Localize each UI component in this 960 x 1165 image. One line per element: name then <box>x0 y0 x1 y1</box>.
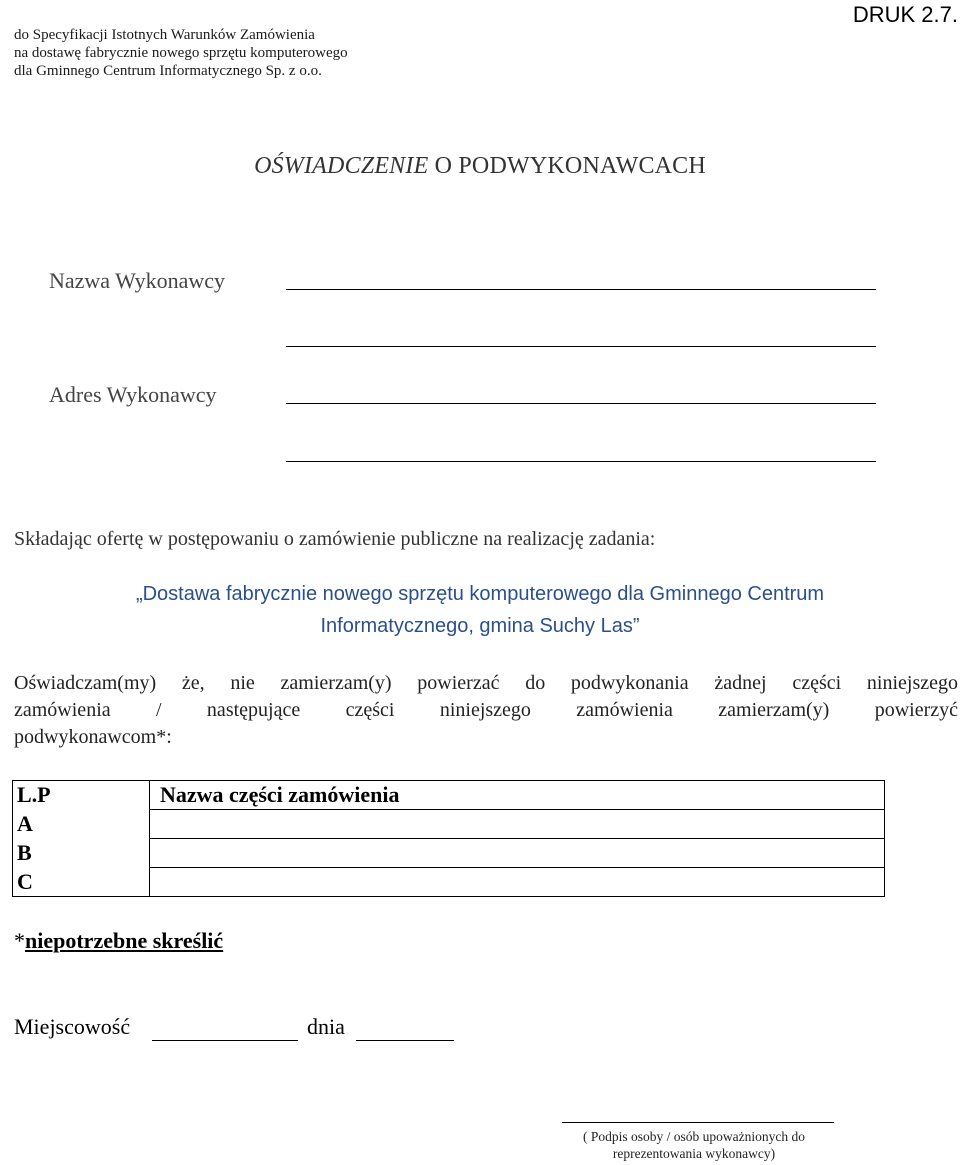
task-title <box>0 578 960 642</box>
contractor-address-label: Adres Wykonawcy <box>49 382 217 407</box>
footnote <box>14 928 223 954</box>
header-line-2: na dostawę fabrycznie nowego sprzętu komputerowego <box>14 45 348 61</box>
signature-caption-line-2: reprezentowania wykonawcy) <box>612 1146 776 1161</box>
form-number: DRUK 2.7. <box>852 2 958 27</box>
place-line[interactable] <box>152 1040 298 1041</box>
row-a-part-cell[interactable] <box>150 810 885 839</box>
date-label: dnia <box>307 1014 345 1039</box>
contractor-name-label: Nazwa Wykonawcy <box>49 268 226 293</box>
contractor-name-line-2[interactable] <box>286 346 876 347</box>
statement-text <box>14 670 958 751</box>
intro-text: Składając ofertę w postępowaniu o zamówienie publiczne na realizację zadania: <box>14 528 656 550</box>
row-label-b: B <box>13 839 150 868</box>
statement-line-1: Oświadczam(my) że, nie zamierzam(y) powierzać do podwykonania żadnej części niniejszego <box>14 672 958 694</box>
contractor-address-line[interactable] <box>286 403 876 404</box>
place-label: Miejscowość <box>14 1014 131 1039</box>
header-line-3: dla Gminnego Centrum Informatycznego Sp. z o.o. <box>14 63 322 79</box>
place-date-row <box>14 1014 130 1040</box>
document-title <box>0 153 960 180</box>
table-header-row <box>13 781 885 810</box>
title-rest: O PODWYKONAWCACH <box>428 153 706 179</box>
signature-caption <box>548 1128 840 1162</box>
table-row <box>13 868 885 897</box>
footnote-text: niepotrzebne skreślić <box>25 928 224 953</box>
signature-line[interactable] <box>562 1122 834 1123</box>
subcontract-parts-table <box>12 780 885 897</box>
title-italic-part: OŚWIADCZENIE <box>254 153 429 179</box>
task-title-line-1: „Dostawa fabrycznie nowego sprzętu komputerowego dla Gminnego Centrum <box>135 583 825 605</box>
date-line[interactable] <box>356 1040 454 1041</box>
statement-line-2: zamówienia / następujące części niniejszego zamówienia zamierzam(y) powierzyć <box>14 699 958 721</box>
contractor-name-line[interactable] <box>286 289 876 290</box>
table-row <box>13 839 885 868</box>
task-title-line-2: Informatycznego, gmina Suchy Las” <box>320 615 640 637</box>
row-c-part-cell[interactable] <box>150 868 885 897</box>
row-b-part-cell[interactable] <box>150 839 885 868</box>
header-lp: L.P <box>13 781 150 810</box>
document-header <box>14 26 348 80</box>
header-line-1: do Specyfikacji Istotnych Warunków Zamówienia <box>14 27 315 43</box>
statement-line-3: podwykonawcom*: <box>14 726 172 748</box>
footnote-star: * <box>14 928 25 953</box>
signature-caption-line-1: ( Podpis osoby / osób upoważnionych do <box>583 1129 805 1144</box>
row-label-c: C <box>13 868 150 897</box>
header-part-name: Nazwa części zamówienia <box>150 781 885 810</box>
contractor-address-line-2[interactable] <box>286 461 876 462</box>
table-row <box>13 810 885 839</box>
row-label-a: A <box>13 810 150 839</box>
